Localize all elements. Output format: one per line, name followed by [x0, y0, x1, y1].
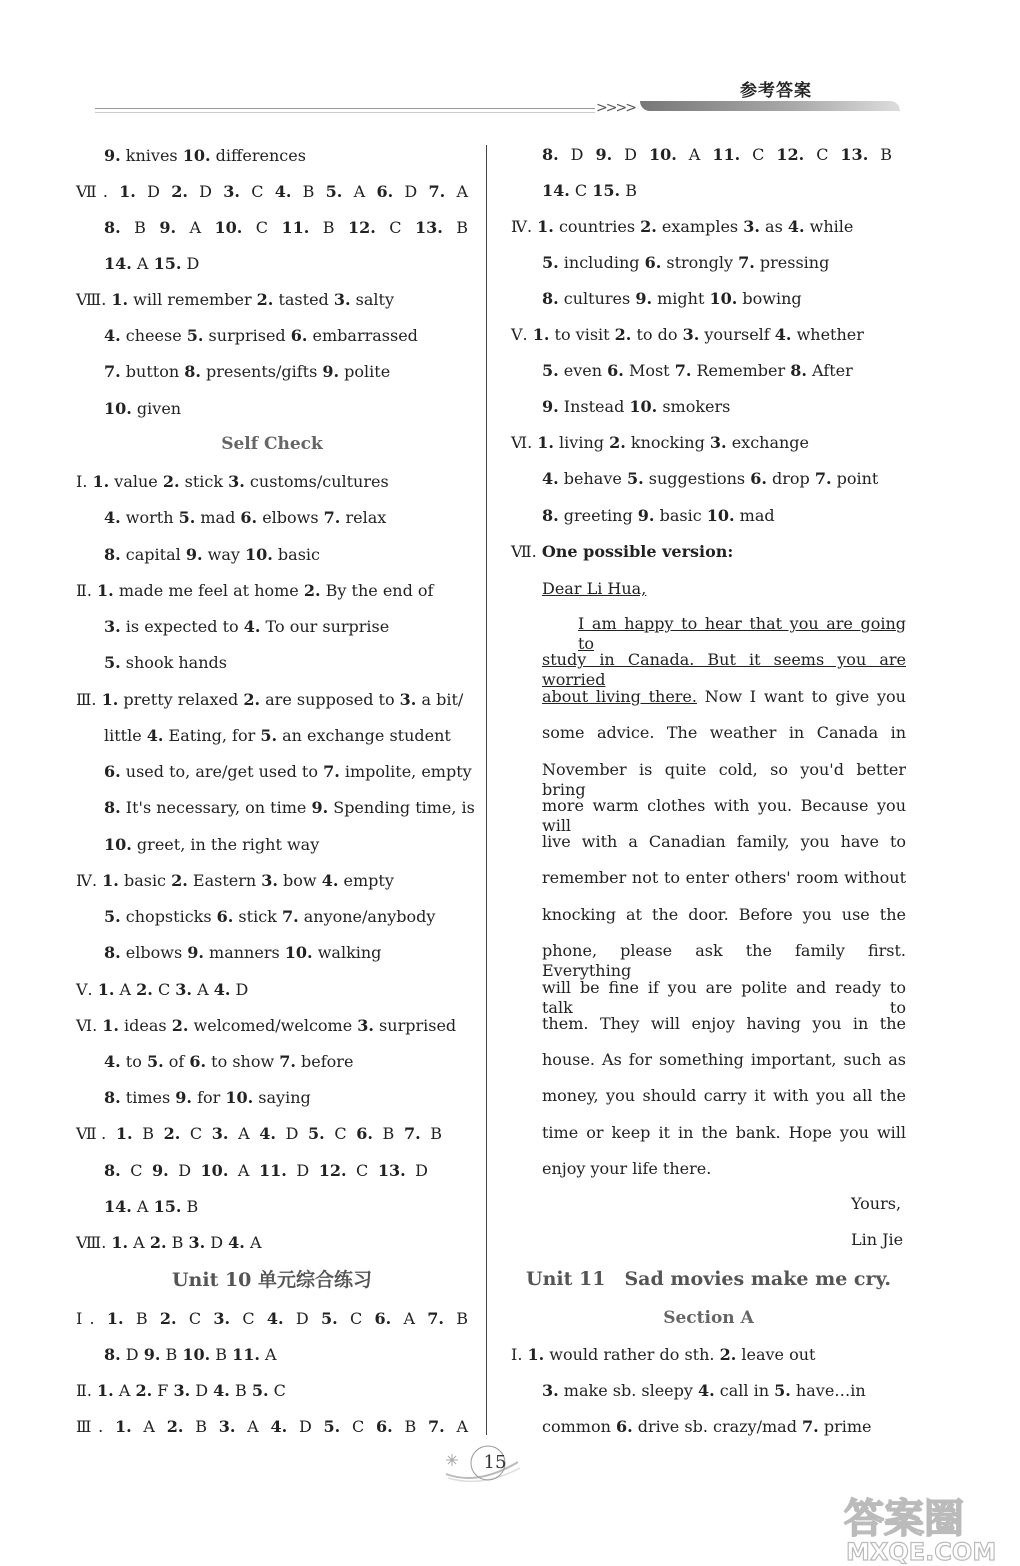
left-answer-line: 8. B 9. A 10. C 11. B 12. C 13. B	[104, 218, 469, 237]
watermark-text-cn: 答案圈	[844, 1496, 964, 1542]
right-answer-line: 3. make sb. sleepy 4. call in 5. have…in	[542, 1381, 866, 1400]
left-answer-line: 10. greet, in the right way	[104, 835, 320, 854]
left-section-title: Self Check	[221, 434, 323, 454]
left-answer-line: Ⅳ. 1. basic 2. Eastern 3. bow 4. empty	[76, 871, 394, 890]
right-answer-line: 8. D 9. D 10. A 11. C 12. C 13. B	[542, 145, 892, 164]
left-answer-line: 10. given	[104, 399, 182, 418]
left-answer-line: Ⅰ. 1. B 2. C 3. C 4. D 5. C 6. A 7. B	[76, 1309, 469, 1328]
left-answer-line: 9. knives 10. differences	[104, 146, 306, 165]
left-answer-line: Ⅶ. 1. B 2. C 3. A 4. D 5. C 6. B 7. B	[76, 1124, 443, 1143]
right-answer-line: 8. cultures 9. might 10. bowing	[542, 289, 802, 308]
right-answer-line: some advice. The weather in Canada in	[542, 723, 906, 742]
left-answer-line: Ⅶ. 1. D 2. D 3. C 4. B 5. A 6. D 7. A	[76, 182, 468, 201]
right-answer-line: I am happy to hear that you are going to	[578, 614, 906, 653]
left-answer-line: Ⅷ. 1. A 2. B 3. D 4. A	[76, 1233, 262, 1252]
left-answer-line: 7. button 8. presents/gifts 9. polite	[104, 362, 391, 381]
right-section-title: Section A	[663, 1308, 754, 1328]
left-answer-line: 8. It's necessary, on time 9. Spending time, is	[104, 798, 475, 817]
right-answer-line: Ⅳ. 1. countries 2. examples 3. as 4. while	[511, 217, 854, 236]
right-answer-line: about living there. Now I want to give you	[542, 687, 906, 706]
left-answer-line: 4. to 5. of 6. to show 7. before	[104, 1052, 354, 1071]
left-answer-line: 8. capital 9. way 10. basic	[104, 545, 320, 564]
header-rule	[95, 108, 595, 109]
right-answer-line: money, you should carry it with you all the	[542, 1086, 906, 1105]
right-answer-line: Dear Li Hua,	[542, 579, 647, 598]
left-answer-line: Ⅲ. 1. pretty relaxed 2. are supposed to 3. a bit/	[76, 690, 464, 709]
left-answer-line: 8. times 9. for 10. saying	[104, 1088, 311, 1107]
left-answer-line: Ⅷ. 1. will remember 2. tasted 3. salty	[76, 290, 394, 309]
left-answer-line: 4. cheese 5. surprised 6. embarrassed	[104, 326, 418, 345]
right-answer-line: Ⅴ. 1. to visit 2. to do 3. yourself 4. whether	[511, 325, 864, 344]
right-answer-line: more warm clothes with you. Because you will	[542, 796, 906, 835]
header-swoosh	[640, 101, 900, 111]
left-answer-line: little 4. Eating, for 5. an exchange student	[104, 726, 451, 745]
left-answer-line: 3. is expected to 4. To our surprise	[104, 617, 390, 636]
right-answer-line: 4. behave 5. suggestions 6. drop 7. point	[542, 469, 879, 488]
right-answer-line: 5. even 6. Most 7. Remember 8. After	[542, 361, 853, 380]
watermark-text-en: MXQE.COM	[846, 1538, 997, 1566]
right-answer-line: Ⅵ. 1. living 2. knocking 3. exchange	[511, 433, 810, 452]
right-answer-line: live with a Canadian family, you have to	[542, 832, 906, 851]
left-answer-line: 4. worth 5. mad 6. elbows 7. relax	[104, 508, 387, 527]
right-answer-line: 8. greeting 9. basic 10. mad	[542, 506, 775, 525]
right-answer-line: common 6. drive sb. crazy/mad 7. prime	[542, 1417, 872, 1436]
right-answer-line: house. As for something important, such as	[542, 1050, 906, 1069]
left-answer-line: 8. D 9. B 10. B 11. A	[104, 1345, 277, 1364]
left-answer-line: 14. A 15. B	[104, 1197, 199, 1216]
right-answer-line: time or keep it in the bank. Hope you will	[542, 1123, 906, 1142]
header-rule-secondary	[95, 112, 595, 113]
header-title: 参考答案	[740, 81, 812, 101]
right-section-title: Unit 11 Sad movies make me cry.	[526, 1268, 891, 1290]
right-answer-line: Yours,	[851, 1194, 902, 1213]
left-answer-line: 8. elbows 9. manners 10. walking	[104, 943, 382, 962]
right-answer-line: remember not to enter others' room without	[542, 868, 906, 887]
right-answer-line: knocking at the door. Before you use the	[542, 905, 906, 924]
left-answer-line: Ⅴ. 1. A 2. C 3. A 4. D	[76, 980, 249, 999]
left-answer-line: Ⅱ. 1. A 2. F 3. D 4. B 5. C	[76, 1381, 286, 1400]
left-answer-line: 8. C 9. D 10. A 11. D 12. C 13. D	[104, 1161, 428, 1180]
right-answer-line: November is quite cold, so you'd better bring	[542, 760, 906, 799]
right-answer-line: Ⅰ. 1. would rather do sth. 2. leave out	[511, 1345, 816, 1364]
right-answer-line: Ⅶ. One possible version:	[511, 542, 734, 561]
left-answer-line: 14. A 15. D	[104, 254, 200, 273]
left-answer-line: 6. used to, are/get used to 7. impolite, empty	[104, 762, 472, 781]
left-answer-line: 5. shook hands	[104, 653, 227, 672]
left-answer-line: Ⅵ. 1. ideas 2. welcomed/welcome 3. surprised	[76, 1016, 457, 1035]
right-answer-line: them. They will enjoy having you in the	[542, 1014, 906, 1033]
right-answer-line: phone, please ask the family first. Everything	[542, 941, 906, 980]
left-answer-line: Ⅰ. 1. value 2. stick 3. customs/cultures	[76, 472, 389, 491]
right-answer-line: will be fine if you are polite and ready to talk to	[542, 978, 906, 1017]
header-arrows-icon: >>>>	[596, 100, 635, 116]
left-answer-line: Ⅲ. 1. A 2. B 3. A 4. D 5. C 6. B 7. A	[76, 1417, 469, 1436]
left-answer-line: 5. chopsticks 6. stick 7. anyone/anybody	[104, 907, 436, 926]
right-answer-line: 5. including 6. strongly 7. pressing	[542, 253, 830, 272]
right-answer-line: Lin Jie	[851, 1230, 904, 1249]
right-answer-line: 14. C 15. B	[542, 181, 637, 200]
right-answer-line: 9. Instead 10. smokers	[542, 397, 731, 416]
column-divider	[486, 145, 487, 1435]
left-section-title: Unit 10 单元综合练习	[171, 1269, 373, 1291]
page-number: 15	[483, 1452, 507, 1473]
right-answer-line: study in Canada. But it seems you are worried	[542, 650, 906, 689]
watermark-logo	[842, 1488, 1017, 1564]
left-answer-line: Ⅱ. 1. made me feel at home 2. By the end of	[76, 581, 434, 600]
right-answer-line: enjoy your life there.	[542, 1159, 712, 1178]
